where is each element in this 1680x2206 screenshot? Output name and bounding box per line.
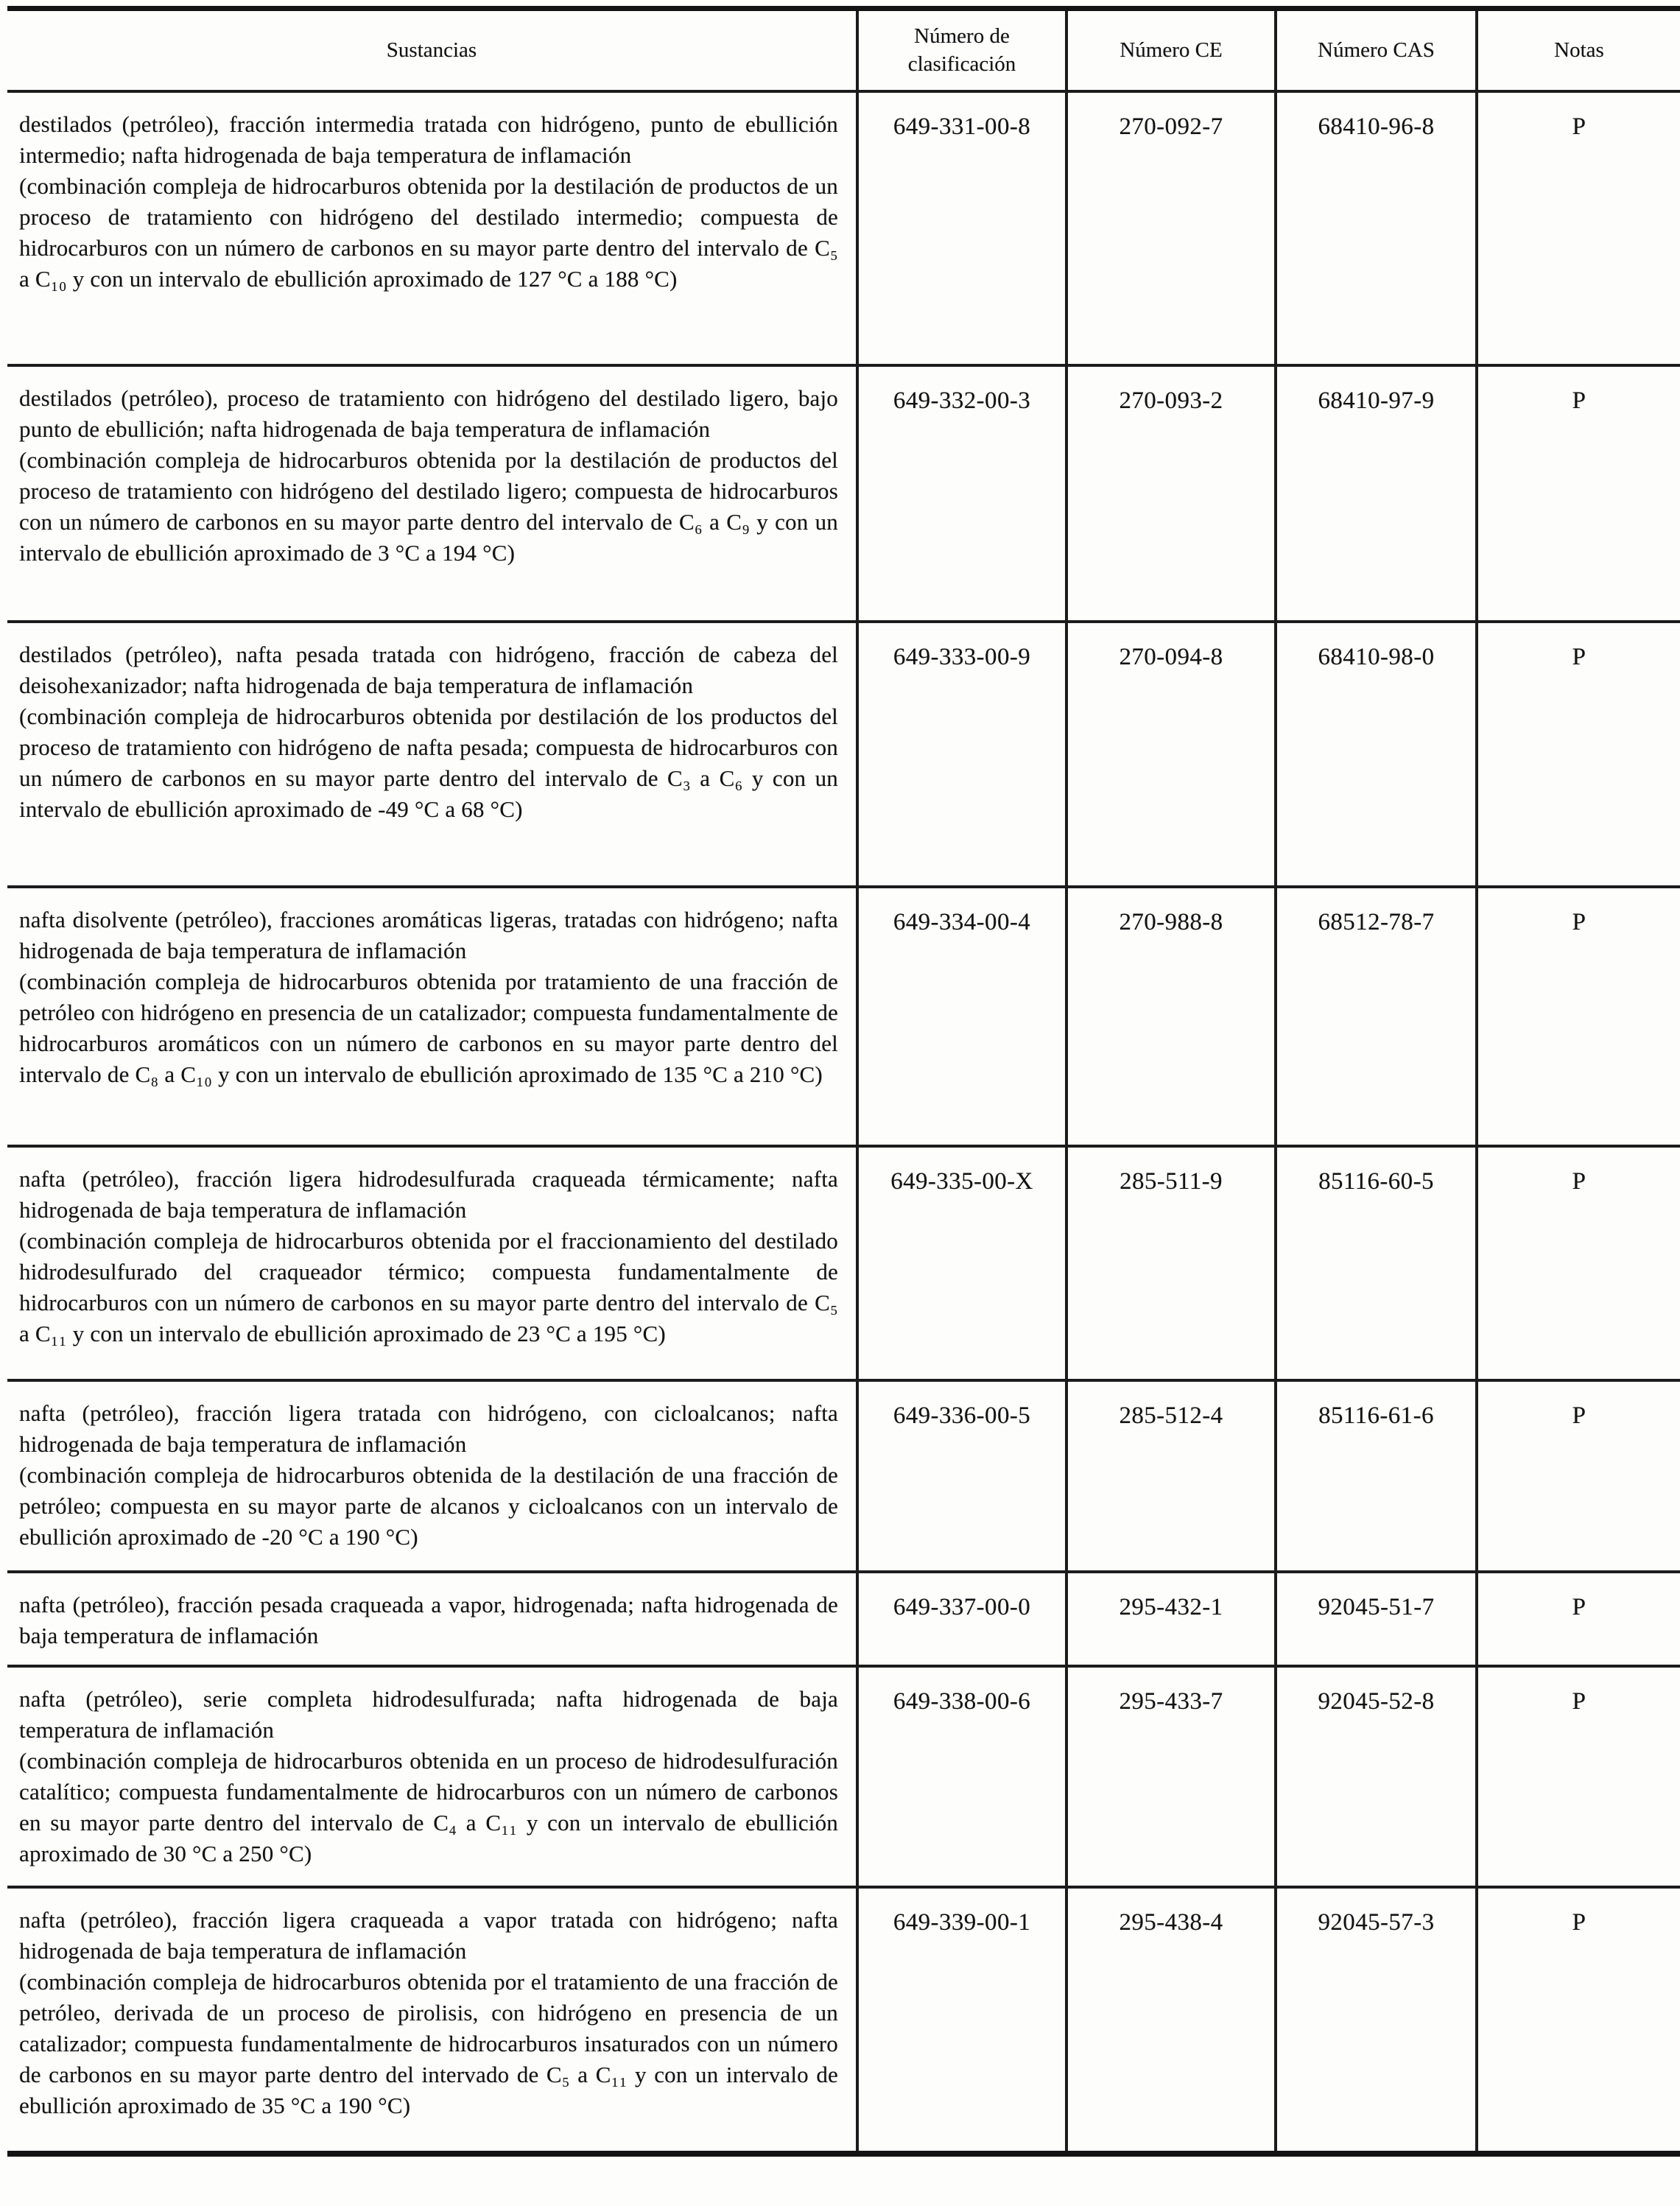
ce-number-cell: 270-093-2: [1066, 365, 1276, 622]
table-row: [7, 91, 1680, 365]
cas-number-cell: 92045-52-8: [1276, 1666, 1477, 1887]
substance-description: (combinación compleja de hidrocarburos obtenida por el tratamiento de una fracción de petróleo, derivada de un proceso de pirolisis, con hidrógeno en presencia de un catalizador; compuesta fundamentalmente de hidrocarburos insaturados con un número de carbonos en su mayor parte dentro del intervado de C₅ a C₁₁ y con un intervalo de ebullición aproximado de 35 °C a 190 °C): [19, 1968, 838, 2118]
substance-cell: [7, 622, 857, 887]
substance-name: nafta (petróleo), fracción ligera craqueada a vapor tratada con hidrógeno; nafta hidrogenada de baja temperatura de inflamación: [19, 1906, 838, 1964]
cas-number-cell: 85116-61-6: [1276, 1380, 1477, 1572]
substance-description: (combinación compleja de hidrocarburos obtenida de la destilación de una fracción de petróleo; compuesta en su mayor parte de alcanos y cicloalcanos con un intervalo de ebullición aproximado de -20 °C a 190 °C): [19, 1461, 838, 1550]
ce-number-cell: 270-988-8: [1066, 887, 1276, 1146]
cas-number-cell: 68410-96-8: [1276, 91, 1477, 365]
table-row: [7, 1146, 1680, 1380]
classification-number-cell: 649-337-00-0: [857, 1572, 1066, 1666]
notes-cell: P: [1572, 113, 1586, 140]
substance-name: destilados (petróleo), nafta pesada tratada con hidrógeno, fracción de cabeza del deisohexanizador; nafta hidrogenada de baja temperatura de inflamación: [19, 641, 838, 698]
substances-table: [7, 6, 1680, 2157]
table-row: [7, 1380, 1680, 1572]
cas-number-cell: 92045-51-7: [1276, 1572, 1477, 1666]
cas-number-cell: 92045-57-3: [1276, 1887, 1477, 2154]
substance-cell: [7, 1887, 857, 2154]
notes-cell: P: [1477, 1146, 1680, 1380]
substance-cell: [7, 365, 857, 622]
ce-number-cell: 295-433-7: [1066, 1666, 1276, 1887]
cas-number-cell: 68410-98-0: [1276, 622, 1477, 887]
substance-name: nafta (petróleo), serie completa hidrodesulfurada; nafta hidrogenada de baja temperatura de inflamación: [19, 1685, 838, 1743]
substance-cell: [7, 1572, 857, 1666]
ce-number-cell: 295-438-4: [1066, 1887, 1276, 2154]
header-cas-number: Número CAS: [1276, 9, 1477, 91]
substance-description: (combinación compleja de hidrocarburos obtenida por tratamiento de una fracción de petróleo con hidrógeno en presencia de un catalizador; compuesta fundamentalmente de hidrocarburos aromáticos con un número de carbonos en su mayor parte dentro del intervalo de C₈ a C₁₀ y con un intervalo de ebullición aproximado de 135 °C a 210 °C): [19, 968, 838, 1087]
ce-number-cell: 285-512-4: [1066, 1380, 1276, 1572]
classification-number-cell: 649-334-00-4: [857, 887, 1066, 1146]
table-row: [7, 1572, 1680, 1666]
substance-name: nafta (petróleo), fracción ligera hidrodesulfurada craqueada térmicamente; nafta hidrogenada de baja temperatura de inflamación: [19, 1165, 838, 1223]
table-row: [7, 1666, 1680, 1887]
substance-cell: [7, 91, 857, 365]
header-notes: Notas: [1477, 9, 1680, 91]
cas-number-cell: 85116-60-5: [1276, 1146, 1477, 1380]
substance-name: nafta (petróleo), fracción pesada craqueada a vapor, hidrogenada; nafta hidrogenada de baja temperatura de inflamación: [19, 1591, 838, 1648]
notes-cell: P: [1477, 1380, 1680, 1572]
table-row: [7, 887, 1680, 1146]
ce-number-cell: 295-432-1: [1066, 1572, 1276, 1666]
notes-cell: P: [1477, 1887, 1680, 2154]
classification-number-cell: 649-338-00-6: [857, 1666, 1066, 1887]
table-row: [7, 622, 1680, 887]
cas-number-cell: 68410-97-9: [1276, 365, 1477, 622]
classification-number-cell: 649-333-00-9: [857, 622, 1066, 887]
substance-description: (combinación compleja de hidrocarburos obtenida por destilación de los productos del proceso de tratamiento con hidrógeno de nafta pesada; compuesta de hidrocarburos con un número de carbonos en su mayor parte dentro del intervalo de C₃ a C₆ y con un intervalo de ebullición aproximado de -49 °C a 68 °C): [19, 703, 838, 822]
substance-cell: [7, 887, 857, 1146]
notes-cell: P: [1477, 887, 1680, 1146]
table-row: [7, 365, 1680, 622]
notes-cell: P: [1477, 1666, 1680, 1887]
notes-cell: P: [1477, 365, 1680, 622]
substance-description: (combinación compleja de hidrocarburos obtenida por la destilación de productos de un proceso de tratamiento con hidrógeno del destilado intermedio; compuesta de hidrocarburos con un número de carbonos en su mayor parte dentro del intervalo de C₅ a C₁₀ y con un intervalo de ebullición aproximado de 127 °C a 188 °C): [19, 172, 838, 292]
classification-number-cell: 649-335-00-X: [857, 1146, 1066, 1380]
classification-number-cell: 649-339-00-1: [857, 1887, 1066, 2154]
table-row: [7, 1887, 1680, 2154]
substance-cell: [7, 1666, 857, 1887]
header-substance: Sustancias: [7, 9, 857, 91]
substance-cell: [7, 1146, 857, 1380]
ce-number-cell: 270-092-7: [1066, 91, 1276, 365]
cas-number-cell: 68512-78-7: [1276, 887, 1477, 1146]
substance-description: (combinación compleja de hidrocarburos obtenida por el fraccionamiento del destilado hidrodesulfurado del craqueador térmico; compuesta fundamentalmente de hidrocarburos con un número de carbonos en su mayor parte dentro del intervalo de C₅ a C₁₁ y con un intervalo de ebullición aproximado de 23 °C a 195 °C): [19, 1227, 838, 1346]
ce-number-cell: 285-511-9: [1066, 1146, 1276, 1380]
header-ce-number: Número CE: [1066, 9, 1276, 91]
classification-number-cell: 649-332-00-3: [857, 365, 1066, 622]
substance-name: destilados (petróleo), fracción intermedia tratada con hidrógeno, punto de ebullición intermedio; nafta hidrogenada de baja temperatura de inflamación: [19, 110, 838, 168]
notes-cell: P: [1477, 622, 1680, 887]
substance-cell: [7, 1380, 857, 1572]
substance-description: (combinación compleja de hidrocarburos obtenida por la destilación de productos del proceso de tratamiento con hidrógeno del destilado ligero; compuesta de hidrocarburos con un número de carbonos en su mayor parte dentro del intervalo de C₆ a C₉ y con un intervalo de ebullición aproximado de 3 °C a 194 °C): [19, 446, 838, 566]
header-row: [7, 9, 1680, 91]
substance-name: nafta disolvente (petróleo), fracciones aromáticas ligeras, tratadas con hidrógeno; nafta hidrogenada de baja temperatura de inflamación: [19, 906, 838, 963]
substance-description: (combinación compleja de hidrocarburos obtenida en un proceso de hidrodesulfuración catalítico; compuesta fundamentalmente de hidrocarburos con un número de carbonos en su mayor parte dentro del intervalo de C₄ a C₁₁ y con un intervalo de ebullición aproximado de 30 °C a 250 °C): [19, 1747, 838, 1866]
substance-name: nafta (petróleo), fracción ligera tratada con hidrógeno, con cicloalcanos; nafta hidrogenada de baja temperatura de inflamación: [19, 1399, 838, 1457]
header-classification-number: Número de clasificación: [857, 9, 1066, 91]
ce-number-cell: 270-094-8: [1066, 622, 1276, 887]
notes-cell: P: [1477, 1572, 1680, 1666]
classification-number-cell: 649-331-00-8: [857, 91, 1066, 365]
classification-number-cell: 649-336-00-5: [857, 1380, 1066, 1572]
substance-name: destilados (petróleo), proceso de tratamiento con hidrógeno del destilado ligero, bajo punto de ebullición; nafta hidrogenada de baja temperatura de inflamación: [19, 384, 838, 442]
